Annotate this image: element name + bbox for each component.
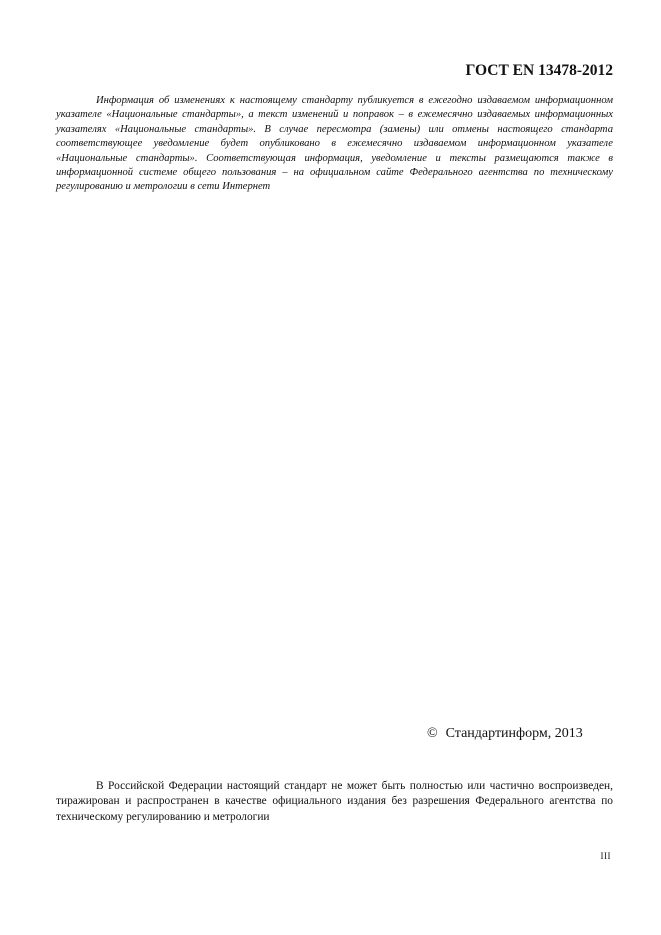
- document-code: ГОСТ EN 13478-2012: [465, 62, 613, 79]
- copyright-line: [427, 726, 583, 742]
- copyright-symbol: ©: [427, 726, 438, 741]
- copyright-holder: Стандартинформ, 2013: [445, 726, 583, 741]
- reproduction-notice: В Российской Федерации настоящий стандарт не может быть полностью или частично воспроизведен, тиражирован и распространен в качестве официального издания без разрешения Федерального агентства по техническому регулированию и метрологии: [56, 780, 613, 823]
- amendments-notice: Информация об изменениях к настоящему стандарту публикуется в ежегодно издаваемом информационном указателе «Национальные стандарты», а текст изменений и поправок – в ежемесячно издаваемых информационных указателях «Национальные стандарты». В случае пересмотра (замены) или отмены настоящего стандарта соответствующее уведомление будет опубликовано в ежемесячно издаваемом информационном указателе «Национальные стандарты». Соответствующая информация, уведомление и тексты размещаются также в информационной системе общего пользования – на официальном сайте Федерального агентства по техническому регулированию и метрологии в сети Интернет: [56, 95, 613, 193]
- page-number: III: [600, 851, 611, 861]
